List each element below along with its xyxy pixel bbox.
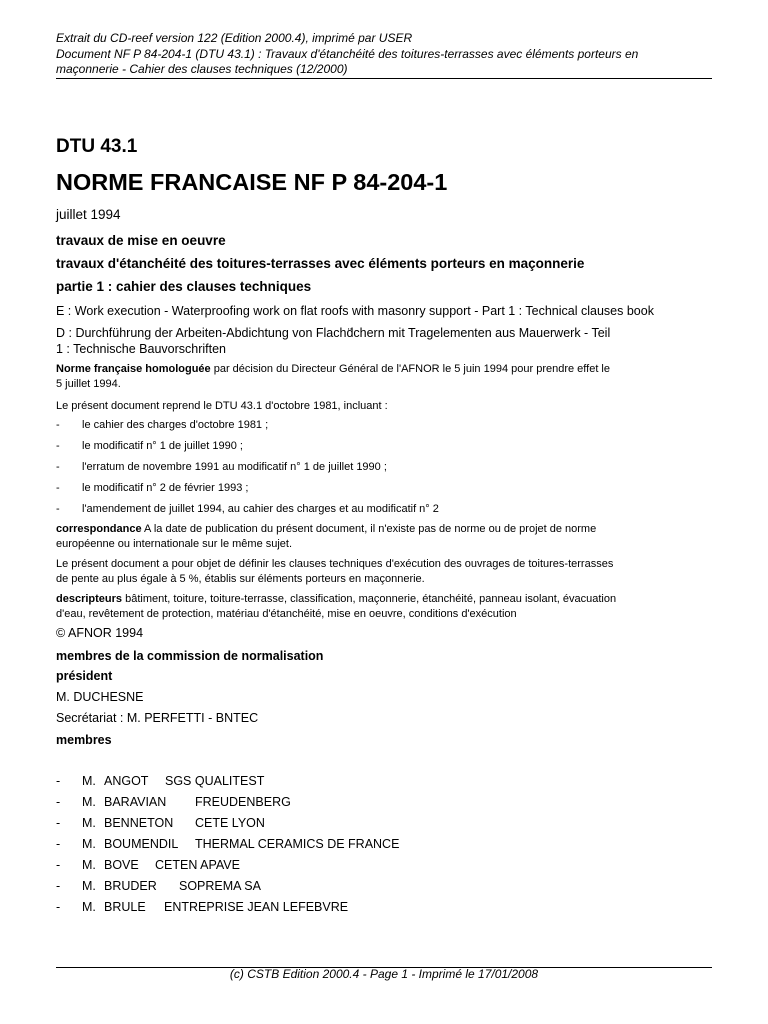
copyright: © AFNOR 1994 [56, 626, 144, 640]
member-name: BOVE [104, 858, 139, 872]
member-row [56, 858, 656, 874]
member-organization: CETE LYON [195, 816, 265, 830]
member-row [56, 795, 656, 811]
homologation-paragraph [56, 362, 696, 391]
document-page [56, 0, 712, 1024]
member-organization: CETEN APAVE [155, 858, 240, 872]
member-name: BRULE [104, 900, 146, 914]
header-line-1: Extrait du CD-reef version 122 (Edition 2000.4), imprimé par USER [56, 31, 413, 45]
member-title: M. [82, 816, 96, 830]
translation-german [56, 326, 610, 357]
translation-english: E : Work execution - Waterproofing work on flat roofs with masonry support - Part 1 : Technical clauses book [56, 304, 654, 318]
list-item-text: l'amendement de juillet 1994, au cahier des charges et au modificatif n° 2 [82, 503, 439, 515]
member-organization: ENTREPRISE JEAN LEFEBVRE [164, 900, 349, 914]
member-name: BARAVIAN [104, 795, 167, 809]
member-title: M. [82, 837, 96, 851]
homologation-text: par décision du Directeur Général de l'AFNOR le 5 juin 1994 pour prendre effet le [210, 363, 610, 375]
member-title: M. [82, 774, 96, 788]
member-name: BOUMENDIL [104, 837, 179, 851]
list-item-text: l'erratum de novembre 1991 au modificatif n° 1 de juillet 1990 ; [82, 461, 387, 473]
member-organization: SGS QUALITEST [165, 774, 265, 788]
members-label: membres [56, 733, 112, 747]
correspondance-label: correspondance [56, 523, 142, 535]
list-item-text: le modificatif n° 2 de février 1993 ; [82, 482, 249, 494]
commission-title: membres de la commission de normalisation [56, 649, 324, 663]
descripteurs-text-1: bâtiment, toiture, toiture-terrasse, classification, maçonnerie, étanchéité, panneau isolant, évacuation [122, 593, 617, 605]
member-dash: - [56, 816, 61, 830]
correspondance-text-2: européenne ou internationale sur le même sujet. [56, 537, 293, 550]
list-dash: - [56, 461, 60, 473]
dtu-title: DTU 43.1 [56, 136, 138, 157]
member-dash: - [56, 900, 61, 914]
list-item-text: le cahier des charges d'octobre 1981 ; [82, 419, 269, 431]
member-dash: - [56, 879, 61, 893]
subtitle-travaux: travaux d'étanchéité des toitures-terrasses avec éléments porteurs en maçonnerie [56, 256, 585, 271]
homologation-text-2: 5 juillet 1994. [56, 377, 121, 390]
list-dash: - [56, 419, 60, 431]
member-row [56, 816, 656, 832]
list-dash: - [56, 503, 60, 515]
member-name: BRUDER [104, 879, 157, 893]
list-item-text: le modificatif n° 1 de juillet 1990 ; [82, 440, 243, 452]
subtitle-partie: partie 1 : cahier des clauses techniques [56, 279, 312, 294]
president-name: M. DUCHESNE [56, 690, 144, 704]
member-dash: - [56, 795, 61, 809]
member-row [56, 774, 656, 790]
subtitle-mise-en-oeuvre: travaux de mise en oeuvre [56, 233, 226, 248]
member-organization: THERMAL CERAMICS DE FRANCE [195, 837, 400, 851]
member-organization: FREUDENBERG [195, 795, 291, 809]
member-row [56, 837, 656, 853]
translation-german-line-2: 1 : Technische Bauvorschriften [56, 341, 227, 356]
member-name: ANGOT [104, 774, 149, 788]
translation-german-line-1: D : Durchführung der Arbeiten-Abdichtung von Flachd̈chern mit Tragelementen aus Mauerwerk - Teil [56, 326, 611, 340]
page-footer: (c) CSTB Edition 2000.4 - Page 1 - Imprimé le 17/01/2008 [229, 967, 539, 981]
member-dash: - [56, 774, 61, 788]
descripteurs-text-2: d'eau, revêtement de protection, matériau d'étanchéité, mise en oeuvre, conditions d'exécution [56, 607, 517, 620]
list-dash: - [56, 482, 60, 494]
member-name: BENNETON [104, 816, 174, 830]
member-dash: - [56, 837, 61, 851]
list-dash: - [56, 440, 60, 452]
member-title: M. [82, 858, 96, 872]
header-line-3: maçonnerie - Cahier des clauses techniques (12/2000) [56, 62, 348, 76]
publication-date: juillet 1994 [56, 207, 121, 222]
correspondance-paragraph [56, 522, 696, 551]
reprend-paragraph: Le présent document reprend le DTU 43.1 d'octobre 1981, incluant : [56, 400, 388, 412]
descripteurs-label: descripteurs [56, 593, 123, 605]
president-label: président [56, 669, 113, 683]
member-organization: SOPREMA SA [179, 879, 261, 893]
header-line-2: Document NF P 84-204-1 (DTU 43.1) : Travaux d'étanchéité des toitures-terrasses avec éléments porteurs en [56, 46, 639, 61]
descripteurs-paragraph [56, 592, 696, 621]
member-title: M. [82, 795, 96, 809]
member-title: M. [82, 900, 96, 914]
objet-paragraph [56, 557, 696, 586]
member-dash: - [56, 858, 61, 872]
norme-title: NORME FRANCAISE NF P 84-204-1 [56, 169, 448, 195]
secretariat: Secrétariat : M. PERFETTI - BNTEC [56, 711, 259, 725]
member-row [56, 900, 656, 916]
member-title: M. [82, 879, 96, 893]
homologation-label: Norme française homologuée [56, 363, 211, 375]
header-rule [56, 78, 712, 79]
objet-line-1: Le présent document a pour objet de définir les clauses techniques d'exécution des ouvrages de toitures-terrasses [56, 558, 614, 570]
correspondance-text-1: A la date de publication du présent document, il n'existe pas de norme ou de projet de norme [141, 523, 597, 535]
member-row [56, 879, 656, 895]
objet-line-2: de pente au plus égale à 5 %, établis sur éléments porteurs en maçonnerie. [56, 572, 425, 585]
page-header [56, 31, 712, 78]
